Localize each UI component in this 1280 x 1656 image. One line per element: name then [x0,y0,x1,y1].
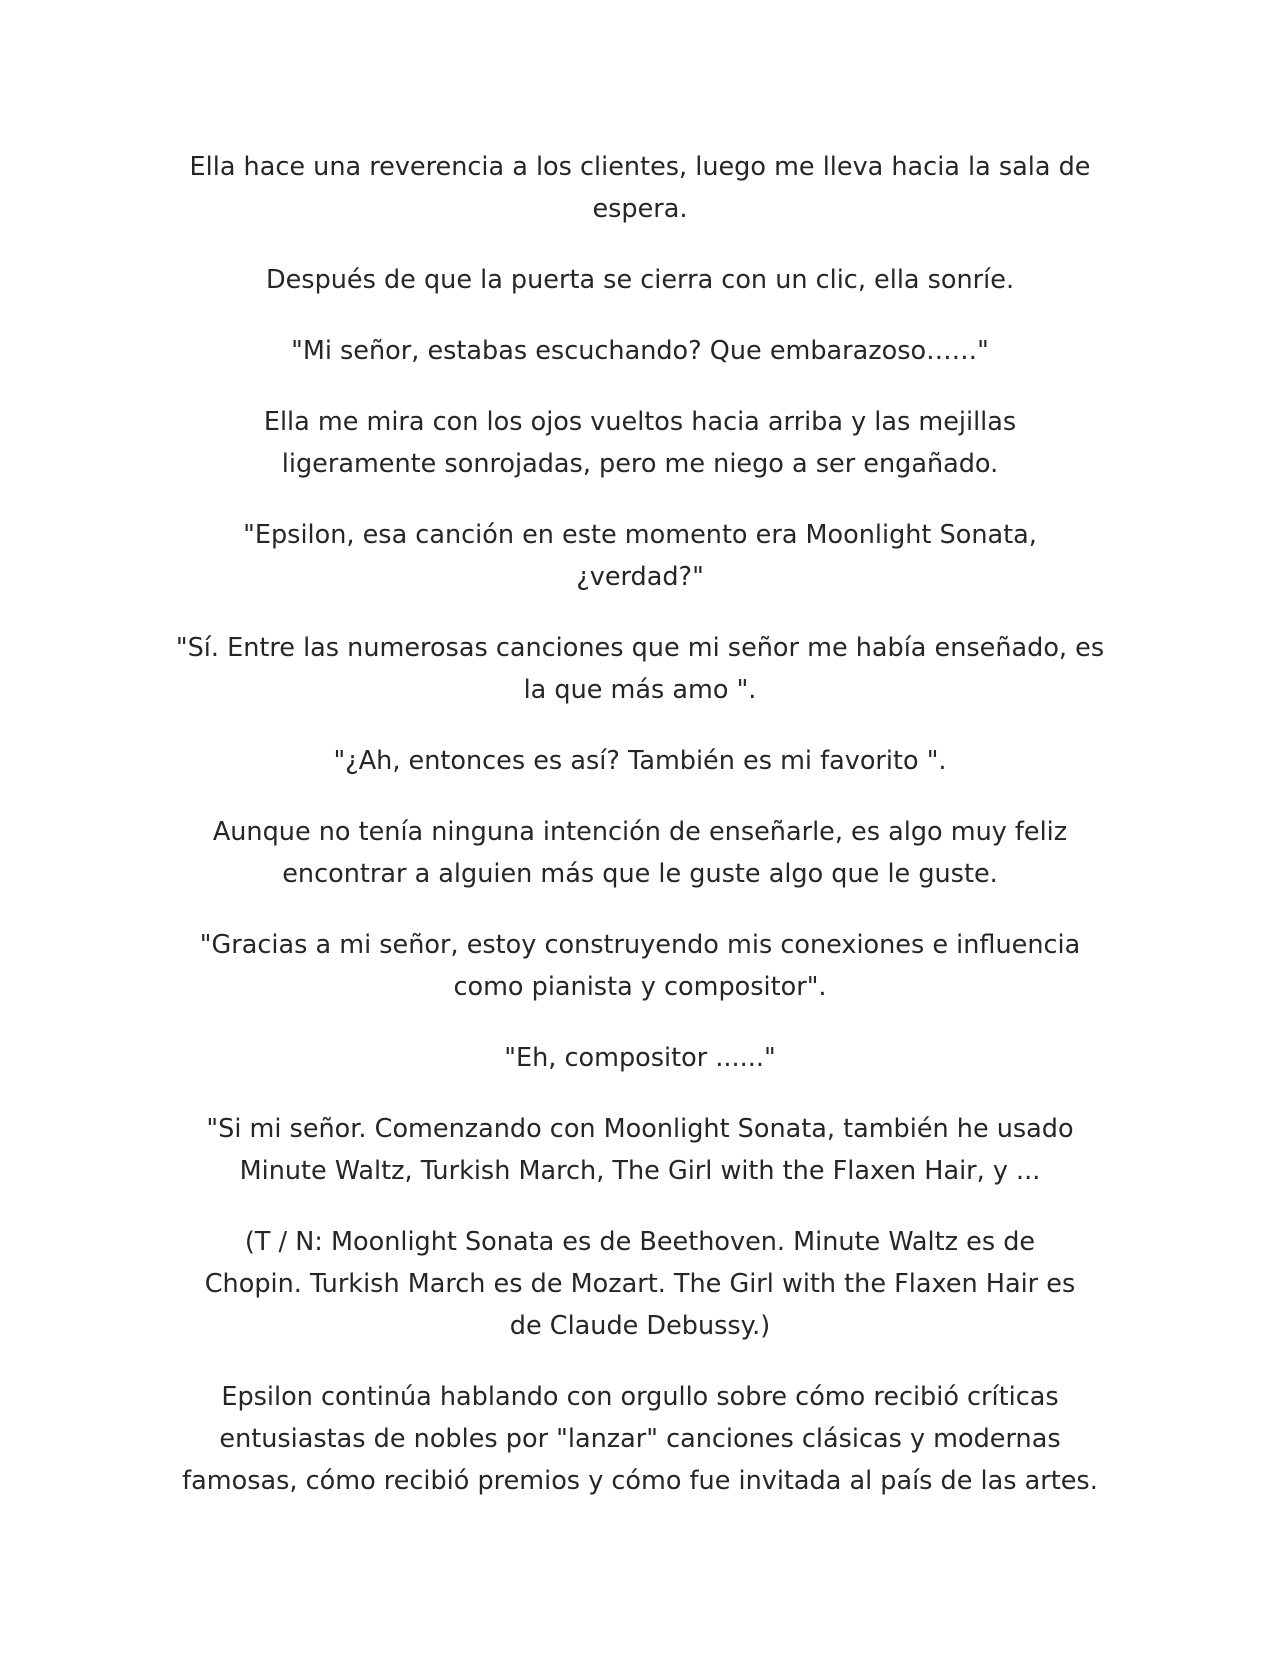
text-line: Epsilon continúa hablando con orgullo sobre cómo recibió críticas [221,1382,1059,1412]
text-line: (T / N: Moonlight Sonata es de Beethoven. Minute Waltz es de [244,1227,1036,1257]
paragraph-8 [170,811,1110,895]
text-line: "Mi señor, estabas escuchando? Que embarazoso……" [291,336,989,366]
text-line: famosas, cómo recibió premios y cómo fue invitada al país de las artes. [182,1466,1098,1496]
paragraph-2 [170,259,1110,301]
text-line: Ella me mira con los ojos vueltos hacia arriba y las mejillas [263,407,1017,437]
paragraph-6 [170,627,1110,711]
paragraph-9 [170,924,1110,1008]
paragraph-7 [170,740,1110,782]
text-line: entusiastas de nobles por "lanzar" canciones clásicas y modernas [219,1424,1061,1454]
paragraph-13 [170,1376,1110,1502]
text-line: "Sí. Entre las numerosas canciones que mi señor me había enseñado, es [175,633,1105,663]
text-line: de Claude Debussy.) [509,1311,771,1341]
text-line: la que más amo ". [523,675,757,705]
text-line: ligeramente sonrojadas, pero me niego a ser engañado. [281,449,999,479]
text-line: "Gracias a mi señor, estoy construyendo mis conexiones e influencia [199,930,1081,960]
text-line: Aunque no tenía ninguna intención de enseñarle, es algo muy feliz [212,817,1068,847]
paragraph-4 [170,401,1110,485]
paragraph-12 [170,1221,1110,1347]
paragraph-1 [170,146,1110,230]
text-line: Minute Waltz, Turkish March, The Girl with the Flaxen Hair, y ... [239,1156,1041,1186]
text-line: "Epsilon, esa canción en este momento era Moonlight Sonata, [243,520,1037,550]
text-line: Chopin. Turkish March es de Mozart. The Girl with the Flaxen Hair es [204,1269,1076,1299]
text-line: "¿Ah, entonces es así? También es mi favorito ". [333,746,947,776]
text-line: ¿verdad?" [576,562,704,592]
text-line: Después de que la puerta se cierra con un clic, ella sonríe. [265,265,1015,295]
text-line: "Eh, compositor ......" [504,1043,776,1073]
paragraph-3 [170,330,1110,372]
paragraph-10 [170,1037,1110,1079]
text-line: como pianista y compositor". [453,972,827,1002]
paragraph-11 [170,1108,1110,1192]
text-line: "Si mi señor. Comenzando con Moonlight Sonata, también he usado [206,1114,1074,1144]
text-line: encontrar a alguien más que le guste algo que le guste. [282,859,998,889]
text-line: espera. [592,194,688,224]
paragraph-5 [170,514,1110,598]
text-line: Ella hace una reverencia a los clientes, luego me lleva hacia la sala de [189,152,1091,182]
